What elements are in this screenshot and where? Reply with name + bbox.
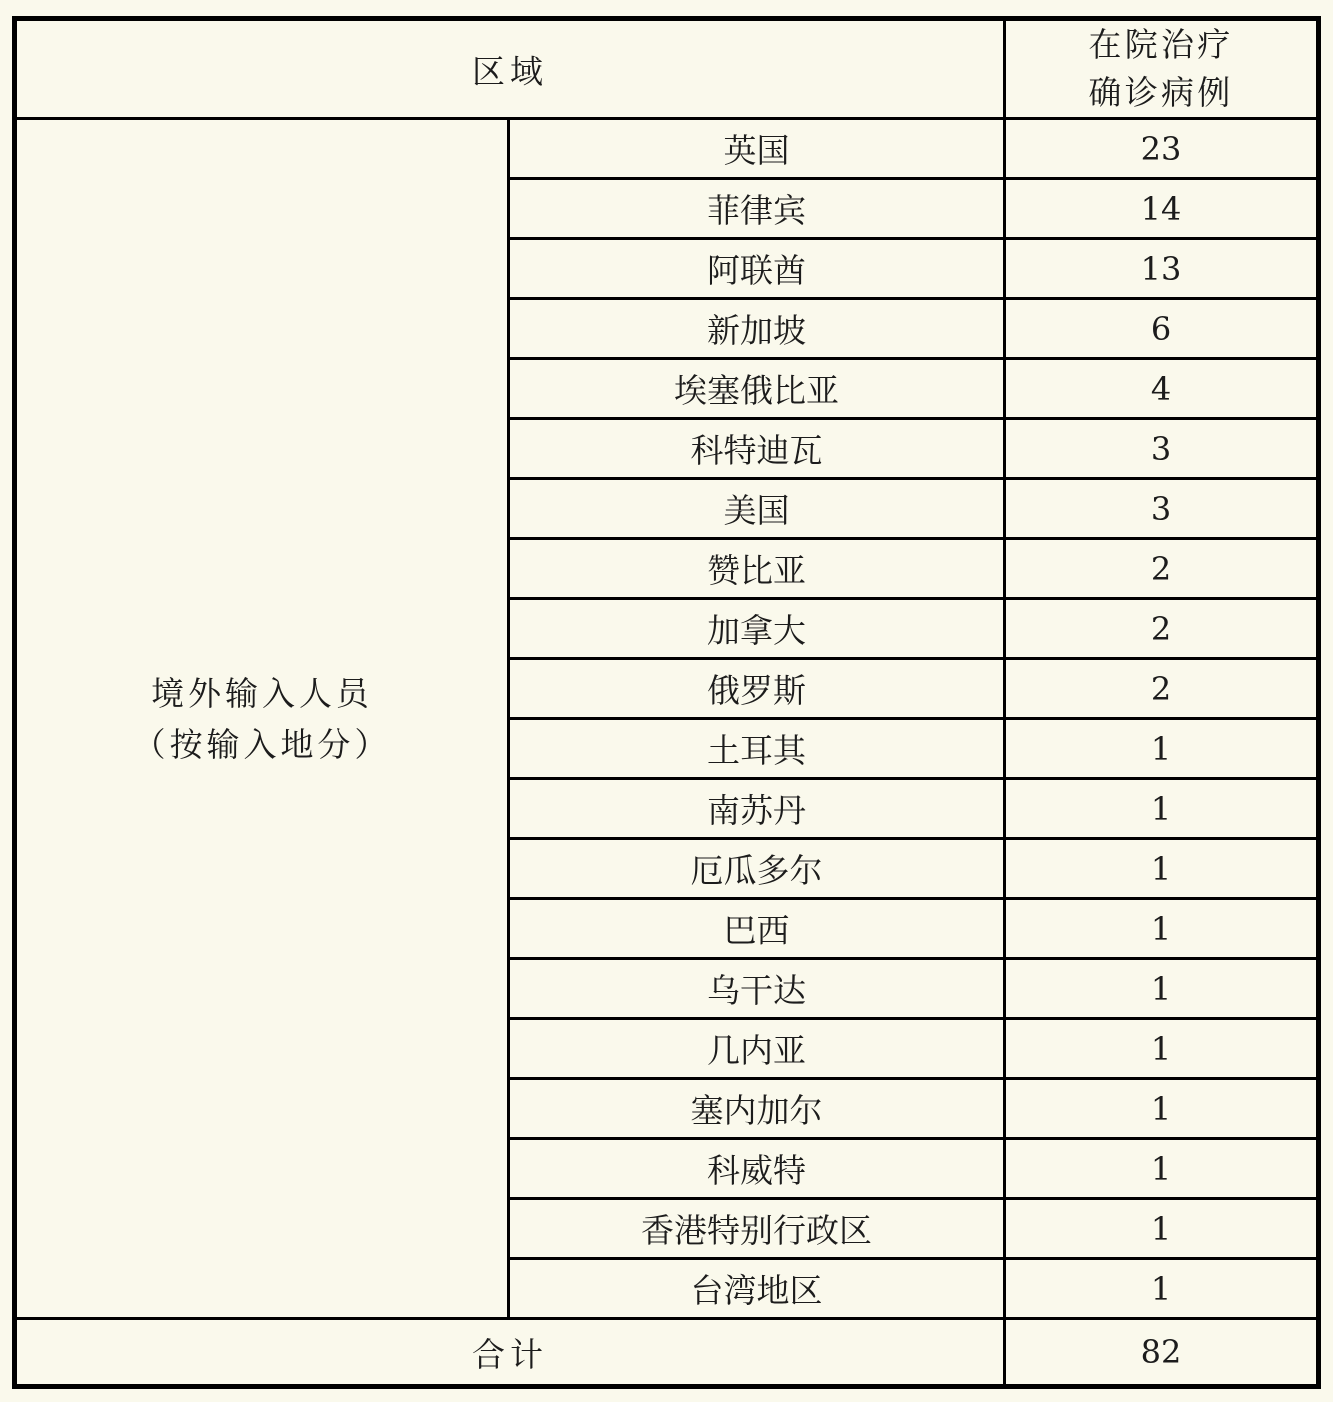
- cases-cell: 23: [1005, 119, 1319, 179]
- header-cases-line1: 在院治疗: [1088, 25, 1234, 64]
- place-cell: 阿联酋: [509, 239, 1005, 299]
- cases-cell: 3: [1005, 479, 1319, 539]
- cases-cell: 1: [1005, 1199, 1319, 1259]
- place-cell: 台湾地区: [509, 1259, 1005, 1319]
- group-label-line1: 境外输入人员: [151, 673, 373, 713]
- header-region-cell: 区域: [15, 19, 1005, 119]
- place-cell: 香港特别行政区: [509, 1199, 1005, 1259]
- cases-cell: 2: [1005, 659, 1319, 719]
- place-cell: 南苏丹: [509, 779, 1005, 839]
- header-cases-line2: 确诊病例: [1088, 73, 1234, 112]
- total-value-cell: 82: [1005, 1319, 1319, 1387]
- total-row: [15, 1319, 1319, 1387]
- place-cell: 加拿大: [509, 599, 1005, 659]
- place-cell: 厄瓜多尔: [509, 839, 1005, 899]
- place-cell: 巴西: [509, 899, 1005, 959]
- place-cell: 美国: [509, 479, 1005, 539]
- table-footer: [15, 1319, 1319, 1387]
- total-label-cell: 合计: [15, 1319, 1005, 1387]
- cases-cell: 1: [1005, 899, 1319, 959]
- place-cell: 土耳其: [509, 719, 1005, 779]
- header-cases-cell: [1005, 19, 1319, 119]
- group-label-cell: [15, 119, 509, 1319]
- cases-cell: 6: [1005, 299, 1319, 359]
- table-header: [15, 19, 1319, 119]
- cases-table: [12, 16, 1321, 1389]
- cases-cell: 4: [1005, 359, 1319, 419]
- cases-cell: 3: [1005, 419, 1319, 479]
- place-cell: 塞内加尔: [509, 1079, 1005, 1139]
- cases-cell: 1: [1005, 839, 1319, 899]
- place-cell: 俄罗斯: [509, 659, 1005, 719]
- cases-cell: 1: [1005, 779, 1319, 839]
- header-row: [15, 19, 1319, 119]
- place-cell: 新加坡: [509, 299, 1005, 359]
- place-cell: 科威特: [509, 1139, 1005, 1199]
- place-cell: 埃塞俄比亚: [509, 359, 1005, 419]
- place-cell: 几内亚: [509, 1019, 1005, 1079]
- table-row: [15, 119, 1319, 179]
- cases-cell: 1: [1005, 1079, 1319, 1139]
- place-cell: 赞比亚: [509, 539, 1005, 599]
- cases-cell: 13: [1005, 239, 1319, 299]
- group-label-line2: （按输入地分）: [132, 724, 392, 764]
- cases-cell: 14: [1005, 179, 1319, 239]
- place-cell: 乌干达: [509, 959, 1005, 1019]
- place-cell: 科特迪瓦: [509, 419, 1005, 479]
- place-cell: 英国: [509, 119, 1005, 179]
- cases-cell: 1: [1005, 959, 1319, 1019]
- cases-cell: 1: [1005, 719, 1319, 779]
- cases-cell: 2: [1005, 599, 1319, 659]
- cases-cell: 1: [1005, 1019, 1319, 1079]
- table-body: [15, 119, 1319, 1319]
- cases-cell: 1: [1005, 1139, 1319, 1199]
- cases-cell: 1: [1005, 1259, 1319, 1319]
- place-cell: 菲律宾: [509, 179, 1005, 239]
- cases-cell: 2: [1005, 539, 1319, 599]
